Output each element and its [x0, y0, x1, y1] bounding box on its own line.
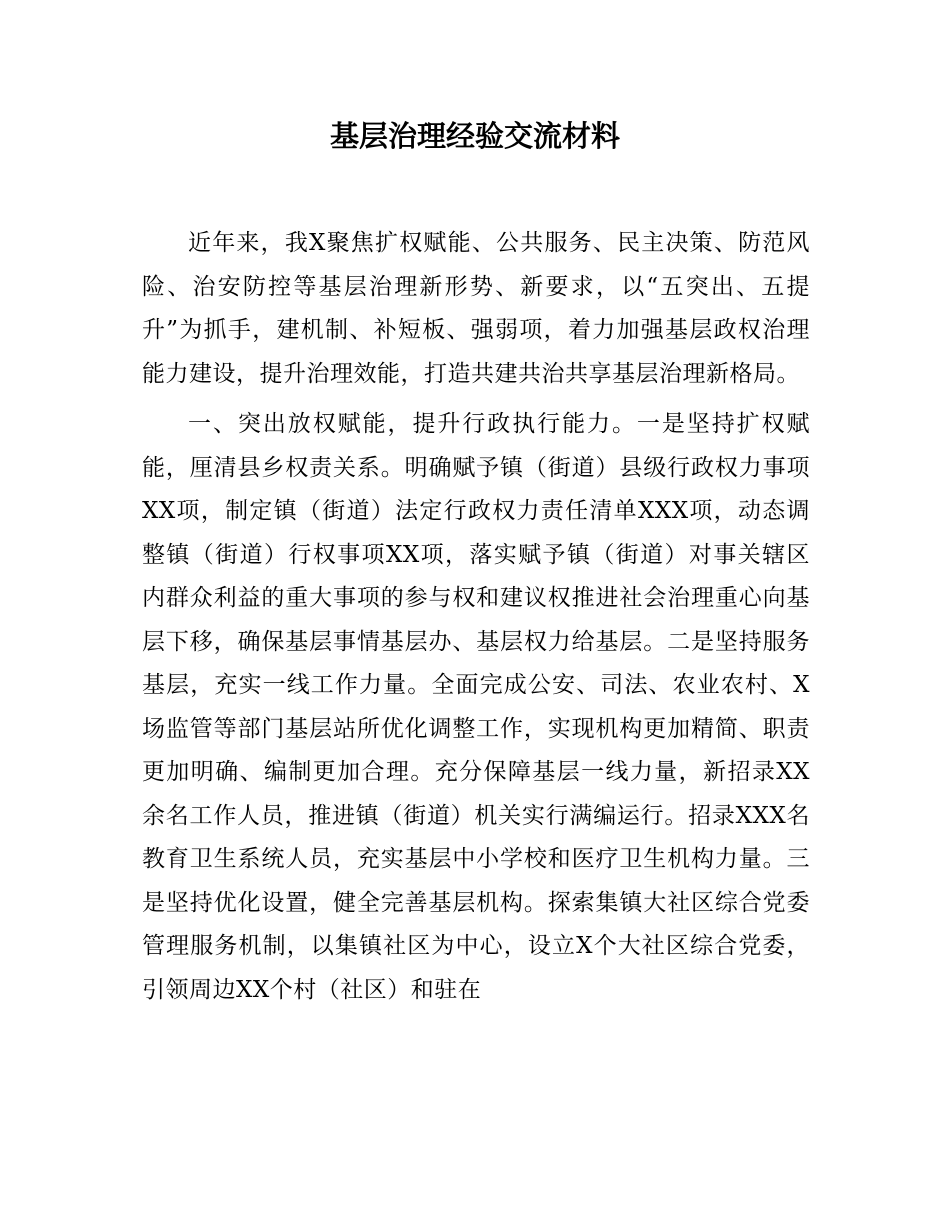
paragraph-intro: 近年来，我X聚焦扩权赋能、公共服务、民主决策、防范风险、治安防控等基层治理新形势、新要求，以“五突出、五提升”为抓手，建机制、补短板、强弱项，着力加强基层政权治理能力建设，提升治理效能，打造共建共治共享基层治理新格局。 [142, 230, 810, 387]
document-body [142, 222, 810, 1019]
paragraph-section-one: 一、突出放权赋能，提升行政执行能力。一是坚持扩权赋能，厘清县乡权责关系。明确赋予镇（街道）县级行政权力事项XX项，制定镇（街道）法定行政权力责任清单XXX项，动态调整镇（街道）行权事项XX项，落实赋予镇（街道）对事关辖区内群众利益的重大事项的参与权和建议权推进社会治理重心向基层下移，确保基层事情基层办、基层权力给基层。二是坚持服务基层，充实一线工作力量。全面完成公安、司法、农业农村、X场监管等部门基层站所优化调整工作，实现机构更加精简、职责更加明确、编制更加合理。充分保障基层一线力量，新招录XX余名工作人员，推进镇（街道）机关实行满编运行。招录XXX名教育卫生系统人员，充实基层中小学校和医疗卫生机构力量。三是坚持优化设置，健全完善基层机构。探索集镇大社区综合党委管理服务机制，以集镇社区为中心，设立X个大社区综合党委，引领周边XX个村（社区）和驻在 [142, 411, 810, 1003]
document-title: 基层治理经验交流材料 [329, 119, 620, 153]
